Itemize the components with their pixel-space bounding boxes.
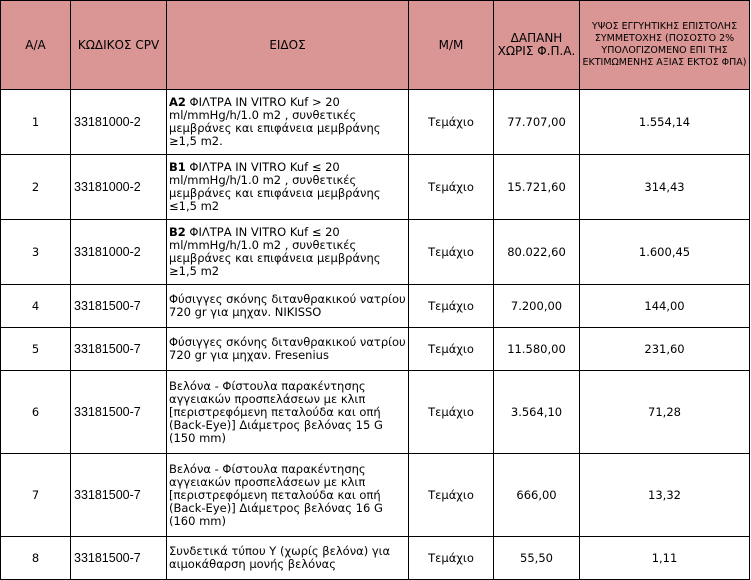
header-item: ΕΙΔΟΣ: [167, 1, 409, 90]
cell-guarantee: 231,60: [580, 328, 750, 371]
cell-unit: Τεμάχιο: [409, 537, 494, 580]
cell-unit: Τεμάχιο: [409, 454, 494, 537]
item-tag: Α2: [169, 95, 186, 109]
header-row: [1, 1, 750, 90]
cell-cost: 15.721,60: [494, 155, 580, 220]
cell-cpv: 33181500-7: [71, 537, 167, 580]
cell-aa: 4: [1, 285, 71, 328]
cell-guarantee: 1.600,45: [580, 220, 750, 285]
cell-cpv: 33181500-7: [71, 371, 167, 454]
header-cpv: ΚΩΔΙΚΟΣ CPV: [71, 1, 167, 90]
cell-cost: 3.564,10: [494, 371, 580, 454]
cell-aa: 8: [1, 537, 71, 580]
item-tag: Β2: [169, 225, 186, 239]
header-unit: Μ/Μ: [409, 1, 494, 90]
cell-cpv: 33181000-2: [71, 90, 167, 155]
cell-aa: 7: [1, 454, 71, 537]
cell-cpv: 33181500-7: [71, 454, 167, 537]
cell-cpv: 33181500-7: [71, 285, 167, 328]
item-desc: ΦΙΛΤΡΑ IN VITRO Kuf ≤ 20 ml/mmHg/h/1.0 m2 , συνθετικές μεμβράνες και επιφάνεια μεμβράνης ≤1,5 m2: [169, 160, 381, 213]
header-guarantee: ΥΨΟΣ ΕΓΓΥΗΤΙΚΗΣ ΕΠΙΣΤΟΛΗΣ ΣΥΜΜΕΤΟΧΗΣ (ΠΟΣΟΣΤΟ 2% ΥΠΟΛΟΓΙΖΟΜΕΝΟ ΕΠΙ ΤΗΣ ΕΚΤΙΜΩΜΕΝΗΣ ΑΞΙΑΣ ΕΚΤΟΣ ΦΠΑ): [580, 1, 750, 90]
cell-cost: 11.580,00: [494, 328, 580, 371]
cell-cost: 666,00: [494, 454, 580, 537]
cell-desc: Φύσιγγες σκόνης διτανθρακικού νατρίου 720 gr για μηχαν. Fresenius: [167, 328, 409, 371]
cell-unit: Τεμάχιο: [409, 155, 494, 220]
cell-aa: 2: [1, 155, 71, 220]
cell-desc: Βελόνα - Φίστουλα παρακέντησης αγγειακών προσπελάσεων με κλιπ [περιστρεφόμενη πεταλούδα και οπή (Back-Eye)] Διάμετρος βελόνας 16 G (160 mm): [167, 454, 409, 537]
item-tag: Β1: [169, 160, 186, 174]
cell-aa: 1: [1, 90, 71, 155]
cell-unit: Τεμάχιο: [409, 220, 494, 285]
cell-guarantee: 144,00: [580, 285, 750, 328]
cell-guarantee: 1,11: [580, 537, 750, 580]
cell-aa: 5: [1, 328, 71, 371]
item-desc: ΦΙΛΤΡΑ IN VITRO Kuf ≤ 20 ml/mmHg/h/1.0 m2 , συνθετικές μεμβράνες και επιφάνεια μεμβράνης ≥1,5 m2: [169, 225, 381, 278]
cell-desc: Φύσιγγες σκόνης διτανθρακικού νατρίου 720 gr για μηχαν. NIKISSO: [167, 285, 409, 328]
cell-desc: [167, 155, 409, 220]
table-row: [1, 285, 750, 328]
table-row: [1, 371, 750, 454]
cell-unit: Τεμάχιο: [409, 328, 494, 371]
cell-cost: 77.707,00: [494, 90, 580, 155]
cell-guarantee: 1.554,14: [580, 90, 750, 155]
cell-aa: 3: [1, 220, 71, 285]
cell-aa: 6: [1, 371, 71, 454]
header-aa: Α/Α: [1, 1, 71, 90]
table-row: [1, 328, 750, 371]
table-row: [1, 537, 750, 580]
table-row: [1, 155, 750, 220]
header-cost: ΔΑΠΑΝΗ ΧΩΡΙΣ Φ.Π.Α.: [494, 1, 580, 90]
table-row: [1, 220, 750, 285]
cell-guarantee: 13,32: [580, 454, 750, 537]
cell-unit: Τεμάχιο: [409, 285, 494, 328]
cell-cost: 7.200,00: [494, 285, 580, 328]
cell-cpv: 33181500-7: [71, 328, 167, 371]
cell-guarantee: 71,28: [580, 371, 750, 454]
cell-cost: 55,50: [494, 537, 580, 580]
table-row: [1, 454, 750, 537]
cell-desc: [167, 220, 409, 285]
cell-cpv: 33181000-2: [71, 155, 167, 220]
cell-desc: Βελόνα - Φίστουλα παρακέντησης αγγειακών προσπελάσεων με κλιπ [περιστρεφόμενη πεταλούδα και οπή (Back-Eye)] Διάμετρος βελόνας 15 G (150 mm): [167, 371, 409, 454]
cell-desc: [167, 90, 409, 155]
table-row: [1, 90, 750, 155]
cell-cpv: 33181000-2: [71, 220, 167, 285]
cell-unit: Τεμάχιο: [409, 90, 494, 155]
cell-guarantee: 314,43: [580, 155, 750, 220]
cell-unit: Τεμάχιο: [409, 371, 494, 454]
cell-desc: Συνδετικά τύπου Υ (χωρίς βελόνα) για αιμοκάθαρση μονής βελόνας: [167, 537, 409, 580]
cell-cost: 80.022,60: [494, 220, 580, 285]
item-desc: ΦΙΛΤΡΑ IN VITRO Kuf > 20 ml/mmHg/h/1.0 m2 , συνθετικές μεμβράνες και επιφάνεια μεμβράνης ≥1,5 m2.: [169, 95, 381, 148]
